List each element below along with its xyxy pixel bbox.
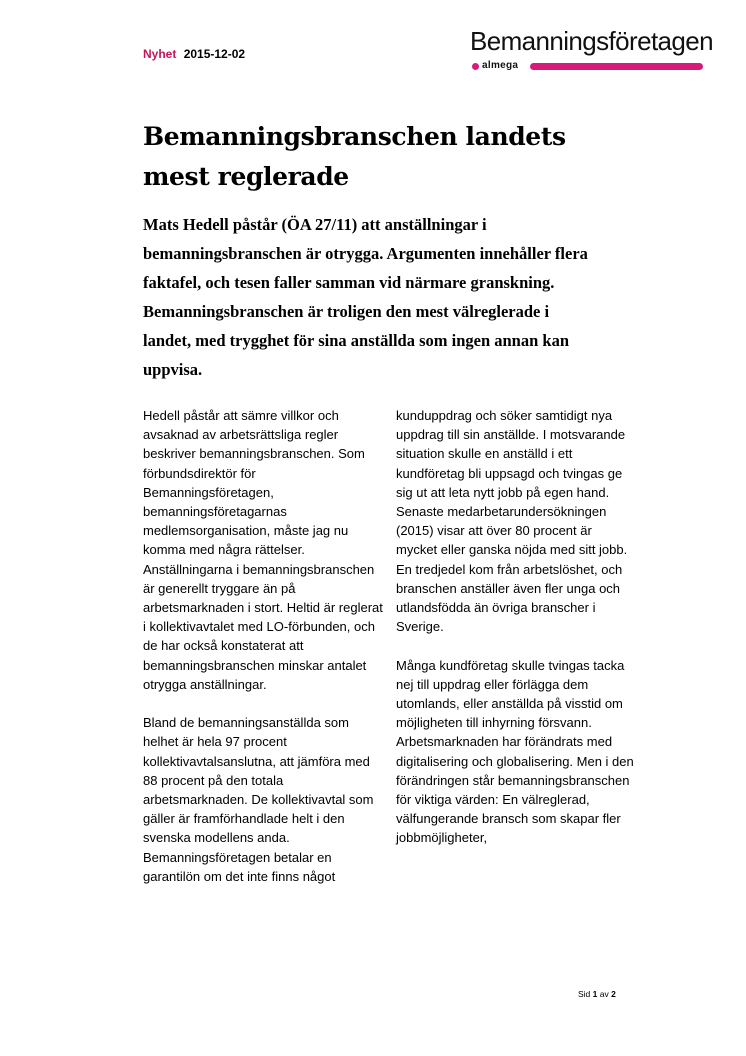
article-column-left [143, 406, 383, 905]
page-of: av [599, 989, 609, 999]
logo-accent-bar [530, 63, 703, 70]
body-paragraph: kunduppdrag och söker samtidigt nya uppdrag till sin anställde. I motsvarande situation skulle en anställd i ett kundföretag bli uppsagd och tvingas ge sig ut att leta nytt jobb på egen hand. Senaste medarbetarundersökningen (2015) visar att över 80 procent är mycket eller ganska nöjda med sitt jobb. En tredjedel kom från arbetslöshet, och branschen anställer även fler unga och utlandsfödda än övriga branscher i Sverige. [396, 408, 628, 635]
news-kind-label: Nyhet [143, 47, 177, 61]
article-title: Bemanningsbranschen landets mest reglerade [143, 122, 566, 191]
news-date: 2015-12-02 [183, 47, 246, 61]
logo-wordmark: Bemanningsföretagen [470, 26, 714, 56]
news-meta [143, 47, 245, 61]
body-paragraph: Många kundföretag skulle tvingas tacka nej till uppdrag eller förlägga dem utomlands, eller anställda på visstid om möjligheten till inhyrning försvann. Arbetsmarknaden har förändrats med digitalisering och globalisering. Men i den förändringen står bemanningsbranschen för viktiga värden: En välreglerad, välfungerande bransch som skapar fler jobbmöjligheter, [396, 657, 634, 846]
article-lead: Mats Hedell påstår (ÖA 27/11) att anställningar i bemanningsbranschen är otrygga. Argumenten innehåller flera faktafel, och tesen faller samman vid närmare granskning. Bemanningsbranschen är troligen den mest välreglerade i landet, med trygghet för sina anställda som ingen annan kan uppvisa. [143, 215, 588, 379]
bemanningsforetagen-logo [470, 26, 714, 72]
logo-dot-icon [472, 63, 479, 70]
article-column-right [396, 406, 636, 867]
page-total: 2 [611, 989, 616, 999]
page-prefix: Sid [578, 989, 591, 999]
body-paragraph: Bland de bemanningsanställda som helhet är hela 97 procent kollektivavtalsanslutna, att jämföra med 88 procent på den totala arbetsmarknaden. De kollektivavtal som gäller är framförhandlade helt i den svenska modellens anda. Bemanningsföretagen betalar en garantilön om det inte finns något [143, 715, 374, 884]
logo-sub-brand: almega [482, 60, 519, 71]
page-number [578, 989, 616, 999]
body-paragraph: Hedell påstår att sämre villkor och avsaknad av arbetsrättsliga regler beskriver bemanningsbranschen. Som förbundsdirektör för Bemanningsföretagen, bemanningsföretagarnas medlemsorganisation, måste jag nu komma med några rättelser. Anställningarna i bemanningsbranschen är generellt tryggare än på arbetsmarknaden i stort. Heltid är reglerat i kollektivavtalet med LO-förbunden, och de har också konstaterat att bemanningsbranschen minskar antalet otrygga anställningar. [143, 408, 383, 692]
page-current: 1 [592, 989, 598, 999]
